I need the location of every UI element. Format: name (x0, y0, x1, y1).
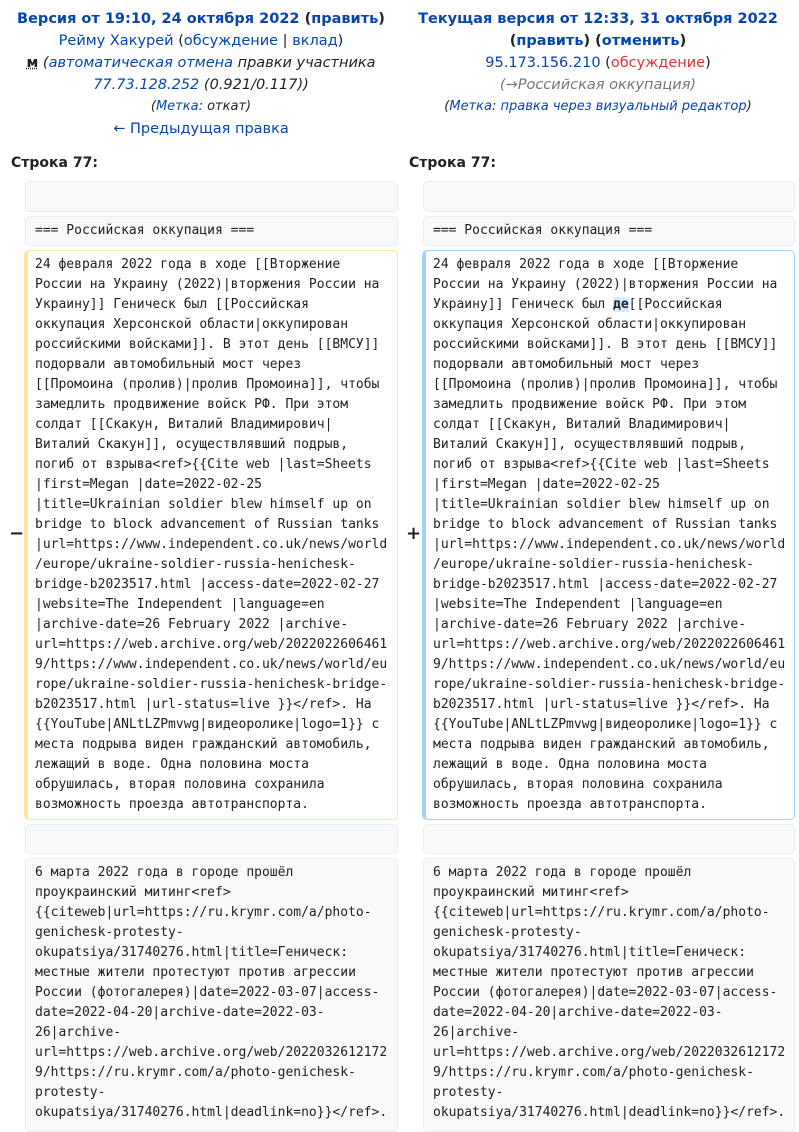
minor-edit-mark: м (26, 55, 39, 71)
context-heading-left: === Российская оккупация === (25, 216, 398, 246)
new-revision-actions: (править) (отменить) (509, 33, 687, 49)
context-paragraph-left: 6 марта 2022 года в городе прошёл проукраинский митинг<ref> {{citeweb|url=https://ru.krymr.com/a/photo- genichesk-protesty- okupatsiya/31740276.html|title=Геническ: местные жители протестуют против агрессии России (фотогалерея)|date=2022-03-07|access- date=2022-04-20|archive-date=2022-03- 26|archive- url=https://web.archive.org/web/2022032612172 9/https://ru.krymr.com/a/photo-genichesk- protesty- okupatsiya/31740276.html|deadlink=no}}</ref>. (25, 858, 398, 1132)
new-revision-edit-link[interactable]: править (516, 33, 584, 49)
new-revision-user-line: 95.173.156.210 (обсуждение) (485, 55, 711, 71)
tag-label-link[interactable]: Метка (449, 99, 492, 114)
context-heading-right: === Российская оккупация === (423, 216, 795, 246)
added-text-before: 24 февраля 2022 года в ходе [[Вторжение России на Украину (2022)|вторжения России на Украину]] Геническ был (433, 257, 778, 312)
old-revision-contribs-link[interactable]: вклад (292, 33, 338, 49)
deleted-line-marker: − (9, 523, 25, 544)
old-revision-header (0, 8, 402, 140)
old-revision-tags: (Метка: откат) (150, 99, 252, 114)
new-revision-link[interactable]: Текущая версия от 12:33, 31 октября 2022 (418, 11, 778, 27)
new-revision-summary: (→Российская оккупация) (499, 77, 697, 93)
tag-label-link[interactable]: Метка (155, 99, 199, 114)
line-number-right: Строка 77: (409, 155, 496, 171)
line-number-left: Строка 77: (11, 155, 98, 171)
deleted-paragraph: 24 февраля 2022 года в ходе [[Вторжение России на Украину (2022)|вторжения России на Украину]] Геническ был [[Российская оккупация Херсонской области|оккупирован российскими войсками]]. В этот день [[ВМСУ]] подорвали автомобильный мост через [[Промоина (пролив)|пролив Промоина]], чтобы замедлить продвижение войск РФ. При этом солдат [[Скакун, Виталий Владимирович| Виталий Скакун]], осуществлявший подрыв, погиб от взрыва<ref>{{Cite web |last=Sheets |first=Megan |date=2022-02-25 |title=Ukrainian soldier blew himself up on bridge to block advancement of Russian tanks |url=https://www.independent.co.uk/news/world /europe/ukraine-soldier-russia-henichesk- bridge-b2023517.html |access-date=2022-02-27 |website=The Independent |language=en |archive-date=26 February 2022 |archive- url=https://web.archive.org/web/2022022606461 9/https://www.independent.co.uk/news/world/eu rope/ukraine-soldier-russia-henichesk-bridge- b2023517.html |url-status=live }}</ref>. На {{YouTube|ANLtLZPmvwg|видеоролике|logo=1}} с места подрыва виден гражданский автомобиль, лежащий в воде. Одна половина моста обрушилась, вторая половина сохранила возможность проезда автотранспорта. (24, 250, 398, 820)
new-revision-title-line (398, 8, 798, 30)
summary-ip-link[interactable]: 77.73.128.252 (93, 77, 200, 93)
old-revision-title-line: Версия от 19:10, 24 октября 2022 (править) (17, 11, 385, 27)
summary-rest: (0.921/0.117)) (203, 77, 309, 93)
old-revision-edit-link[interactable]: править (311, 11, 379, 27)
old-revision-user-link[interactable]: Рейму Хакурей (58, 33, 174, 49)
added-text-after: [[Российская оккупация Херсонской области|оккупирован российскими войсками]]. В этот день [[ВМСУ]] подорвали автомобильный мост через [[Промоина (пролив)|пролив Промоина]], чтобы замедлить продвижение войск РФ. При этом солдат [[Скакун, Виталий Владимирович| Виталий Скакун]], осуществлявший подрыв, погиб от взрыва<ref>{{Cite web |last=Sheets |first=Megan |date=2022-02-25 |title=Ukrainian soldier blew himself up on bridge to block advancement of Russian tanks |url=https://www.independent.co.uk/news/world /europe/ukraine-soldier-russia-henichesk- bridge-b2023517.html |access-date=2022-02-27 |website=The Independent |language=en |archive-date=26 February 2022 |archive- url=https://web.archive.org/web/2022022606461 9/https://www.independent.co.uk/news/world/eu rope/ukraine-soldier-russia-henichesk-bridge- b2023517.html |url-status=live }}</ref>. На {{YouTube|ANLtLZPmvwg|видеоролике|logo=1}} с места подрыва виден гражданский автомобиль, лежащий в воде. Одна половина моста обрушилась, вторая половина сохранила возможность проезда автотранспорта. (433, 297, 786, 812)
tag-value[interactable]: правка через визуальный редактор (500, 99, 747, 114)
new-revision-talk-link[interactable]: обсуждение (610, 55, 706, 71)
context-empty-right (423, 181, 795, 212)
previous-edit-link[interactable]: ← Предыдущая правка (113, 121, 289, 137)
old-revision-summary: м (автоматическая отмена правки участника (26, 55, 376, 71)
auto-undo-link[interactable]: автоматическая отмена (48, 55, 234, 71)
section-link[interactable]: →Российская оккупация (505, 77, 691, 93)
undo-link[interactable]: отменить (601, 33, 680, 49)
new-revision-header (398, 8, 798, 118)
added-line-marker: + (406, 523, 422, 544)
old-revision-talk-link[interactable]: обсуждение (183, 33, 279, 49)
new-revision-ip-link[interactable]: 95.173.156.210 (485, 55, 601, 71)
added-paragraph (422, 250, 795, 820)
old-revision-summary-cont (0, 74, 402, 96)
context-empty-left-2 (25, 824, 398, 854)
summary-text: правки участника (237, 55, 376, 71)
old-revision-link[interactable]: Версия от 19:10, 24 октября 2022 (17, 11, 300, 27)
old-revision-user-line: Рейму Хакурей (обсуждение | вклад) (58, 33, 344, 49)
context-paragraph-right: 6 марта 2022 года в городе прошёл проукраинский митинг<ref> {{citeweb|url=https://ru.krymr.com/a/photo- genichesk-protesty- okupatsiya/31740276.html|title=Геническ: местные жители протестуют против агрессии России (фотогалерея)|date=2022-03-07|access- date=2022-04-20|archive-date=2022-03- 26|archive- url=https://web.archive.org/web/2022032612172 9/https://ru.krymr.com/a/photo-genichesk- protesty- okupatsiya/31740276.html|deadlink=no}}</ref>. (423, 858, 795, 1132)
inserted-text: де (613, 297, 629, 312)
prev-edit-line (0, 118, 402, 140)
context-empty-right-2 (423, 824, 795, 854)
tag-value: откат (207, 99, 247, 114)
context-empty-left (25, 181, 398, 212)
new-revision-tags: (Метка: правка через визуальный редактор) (444, 99, 752, 114)
